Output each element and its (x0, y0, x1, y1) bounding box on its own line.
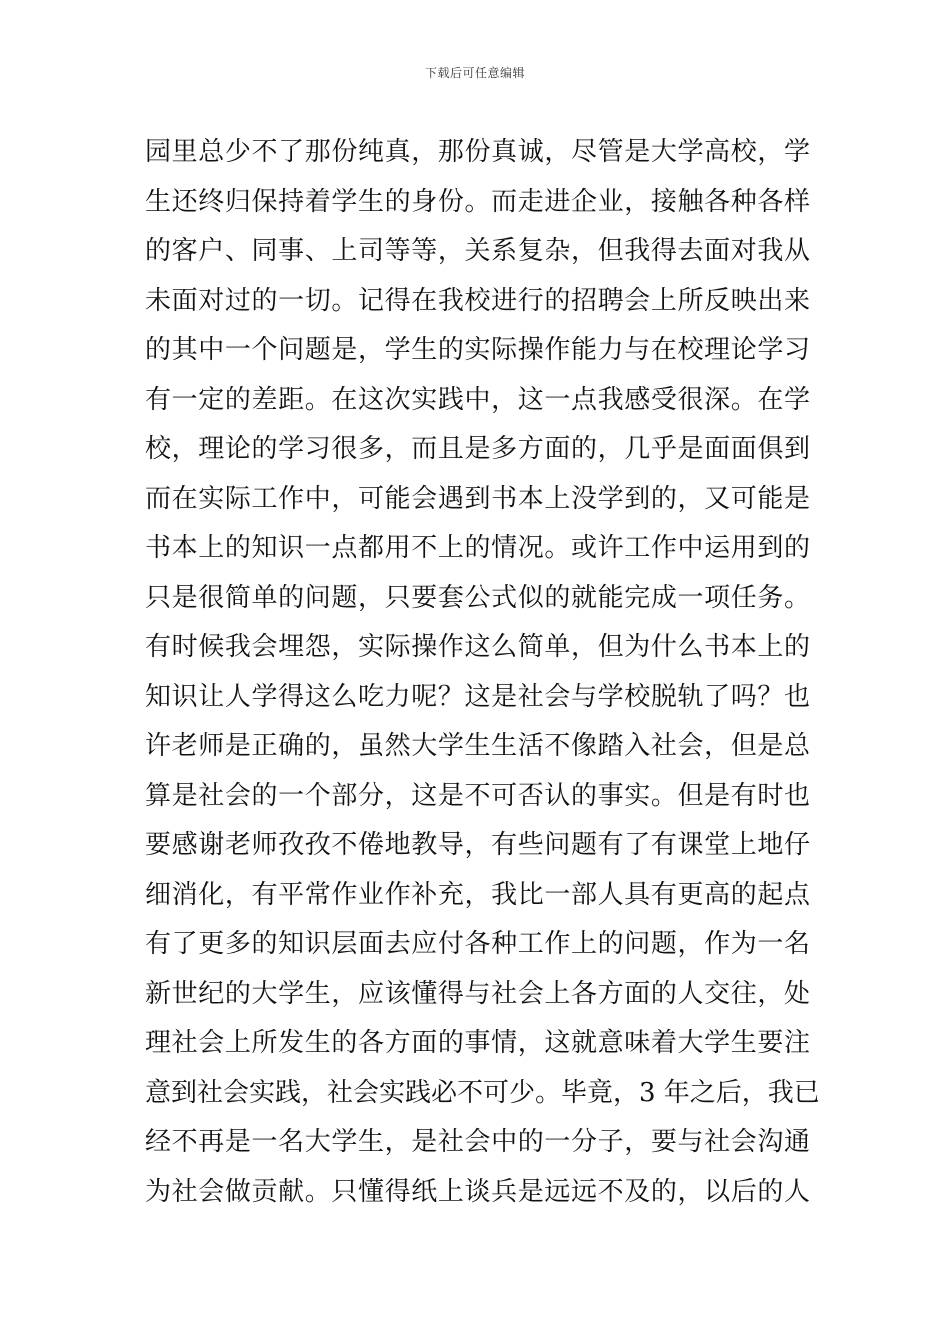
page-header: 下载后可任意编辑 (424, 66, 525, 80)
text-line: 知识让人学得这么吃力呢？这是社会与学校脱轨了吗？也 (145, 681, 810, 712)
text-line: 只是很简单的问题，只要套公式似的就能完成一项任务。 (145, 582, 810, 613)
text-line: 经不再是一名大学生，是社会中的一分子，要与社会沟通 (145, 1127, 810, 1157)
text-line: 算是社会的一个部分，这是不可否认的事实。但是有时也 (145, 780, 810, 811)
text-line: 校，理论的学习很多，而且是多方面的，几乎是面面俱到 (145, 434, 810, 464)
text-line: 细消化，有平常作业作补充，我比一部人具有更高的起点 (145, 879, 810, 910)
text-line: 意到社会实践，社会实践必不可少。毕竟，3 年之后，我已 (145, 1077, 820, 1108)
text-line: 的客户、同事、上司等等，关系复杂，但我得去面对我从 (145, 236, 810, 266)
text-line: 的其中一个问题是，学生的实际操作能力与在校理论学习 (145, 335, 810, 365)
text-line: 许老师是正确的，虽然大学生生活不像踏入社会，但是总 (145, 731, 810, 761)
text-line: 有了更多的知识层面去应付各种工作上的问题，作为一名 (145, 929, 810, 959)
text-line: 新世纪的大学生，应该懂得与社会上各方面的人交往，处 (145, 978, 810, 1009)
text-line: 园里总少不了那份纯真，那份真诚，尽管是大学高校，学 (145, 137, 810, 167)
text-line: 未面对过的一切。记得在我校进行的招聘会上所反映出来 (145, 285, 810, 316)
document-body (145, 128, 820, 1217)
text-line: 为社会做贡献。只懂得纸上谈兵是远远不及的，以后的人 (145, 1176, 810, 1207)
text-line: 而在实际工作中，可能会遇到书本上没学到的，又可能是 (145, 483, 810, 514)
text-line: 有一定的差距。在这次实践中，这一点我感受很深。在学 (145, 384, 810, 415)
text-line: 生还终归保持着学生的身份。而走进企业，接触各种各样 (145, 186, 810, 217)
text-line: 理社会上所发生的各方面的事情，这就意味着大学生要注 (145, 1028, 810, 1058)
text-line: 有时候我会埋怨，实际操作这么简单，但为什么书本上的 (145, 632, 810, 662)
text-line: 书本上的知识一点都用不上的情况。或许工作中运用到的 (145, 533, 810, 563)
text-line: 要感谢老师孜孜不倦地教导，有些问题有了有课堂上地仔 (145, 830, 810, 860)
